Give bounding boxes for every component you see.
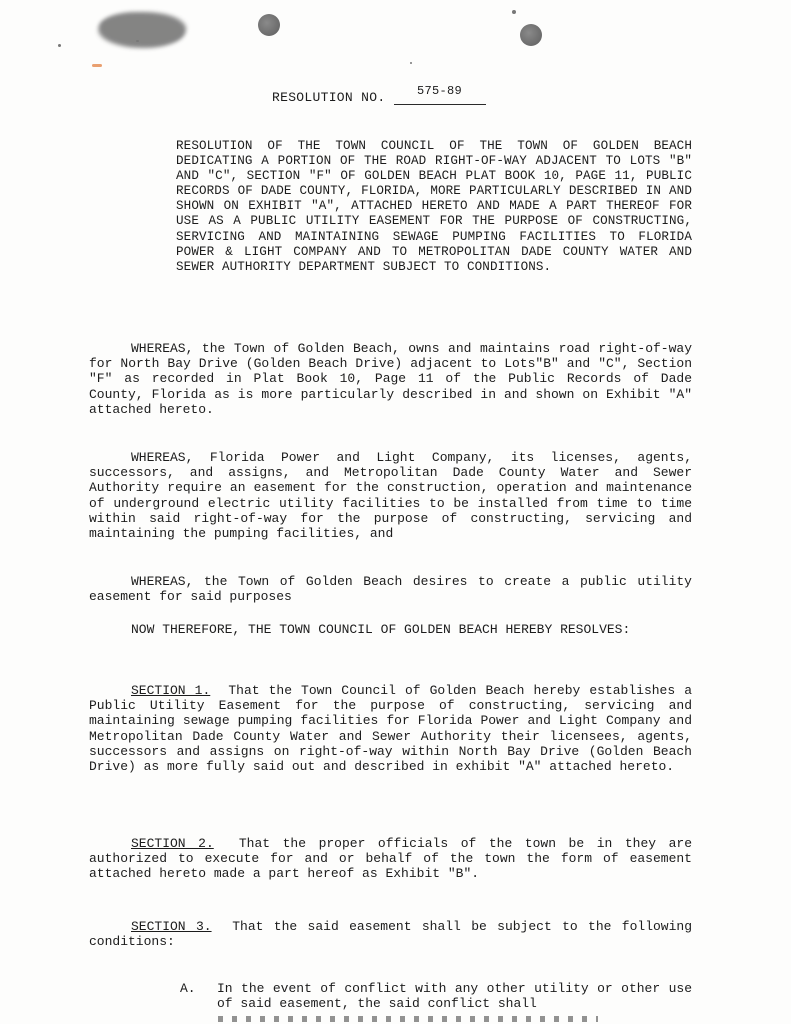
scan-speck <box>410 62 412 64</box>
scan-smudge <box>94 12 190 48</box>
section-label: SECTION 3. <box>131 919 212 934</box>
section-paragraph <box>89 836 692 882</box>
condition-item <box>180 981 692 1011</box>
truncated-text-line <box>218 1016 598 1022</box>
whereas-paragraph: WHEREAS, the Town of Golden Beach desires to create a public utility easement for said purposes <box>89 574 692 605</box>
resolution-number-line <box>394 84 486 105</box>
section-text: That the said easement shall be subject to the following conditions: <box>89 919 692 950</box>
section-paragraph <box>89 683 692 774</box>
resolution-label: RESOLUTION NO. <box>272 90 386 105</box>
section-paragraph <box>89 919 692 949</box>
resolves-paragraph: NOW THEREFORE, THE TOWN COUNCIL OF GOLDEN BEACH HEREBY RESOLVES: <box>131 622 631 637</box>
whereas-paragraph: WHEREAS, Florida Power and Light Company, its licenses, agents, successors, and assigns, and Metropolitan Dade County Water and Sewer Authority require an easement for the construction, operation and maintenance of underground electric utility facilities to be installed from time to time within said right-of-way for the purpose of constructing, servicing and maintaining the pumping facilities, and <box>89 450 692 542</box>
scan-speck <box>136 40 139 42</box>
resolution-caption: RESOLUTION OF THE TOWN COUNCIL OF THE TOWN OF GOLDEN BEACH DEDICATING A PORTION OF THE ROAD RIGHT-OF-WAY ADJACENT TO LOTS "B" AND "C", SECTION "F" OF GOLDEN BEACH PLAT BOOK 10, PAGE 11, PUBLIC RECORDS OF DADE COUNTY, FLORIDA, MORE PARTICULARLY DESCRIBED IN AND SHOWN ON EXHIBIT "A", ATTACHED HERETO AND MADE A PART THEREOF FOR USE AS A PUBLIC UTILITY EASEMENT FOR THE PURPOSE OF CONSTRUCTING, SERVICING AND MAINTAINING SEWAGE PUMPING FACILITIES TO FLORIDA POWER & LIGHT COMPANY AND TO METROPOLITAN DADE COUNTY WATER AND SEWER AUTHORITY DEPARTMENT SUBJECT TO CONDITIONS. <box>176 139 692 274</box>
section-label: SECTION 2. <box>131 836 214 851</box>
punch-hole <box>258 14 280 36</box>
resolution-heading <box>272 84 486 106</box>
resolution-number: 575-89 <box>417 84 463 98</box>
punch-hole <box>520 24 542 46</box>
scan-mark <box>92 64 102 67</box>
condition-text: In the event of conflict with any other utility or other use of said easement, the said conflict shall <box>217 981 692 1012</box>
scan-speck <box>512 10 516 14</box>
section-text: That the Town Council of Golden Beach hereby establishes a Public Utility Easement for the purpose of constructing, servicing and maintaining sewage pumping facilities for Florida Power and Light Company and Metropolitan Dade County Water and Sewer Authority their licensees, agents, successors and assigns on right-of-way within North Bay Drive (Golden Beach Drive) as more fully said out and described in exhibit "A" attached hereto. <box>89 683 693 775</box>
section-label: SECTION 1. <box>131 683 211 698</box>
section-text: That the proper officials of the town be in they are authorized to execute for and or behalf of the town the form of easement attached hereto made a part hereof as Exhibit "B". <box>89 836 693 882</box>
condition-letter: A. <box>180 981 196 996</box>
scan-speck <box>58 44 61 47</box>
whereas-paragraph: WHEREAS, the Town of Golden Beach, owns and maintains road right-of-way for North Bay Drive (Golden Beach Drive) adjacent to Lots"B" and "C", Section "F" as recorded in Plat Book 10, Page 11 of the Public Records of Dade County, Florida as is more particularly described in and shown on Exhibit "A" attached hereto. <box>89 341 692 417</box>
